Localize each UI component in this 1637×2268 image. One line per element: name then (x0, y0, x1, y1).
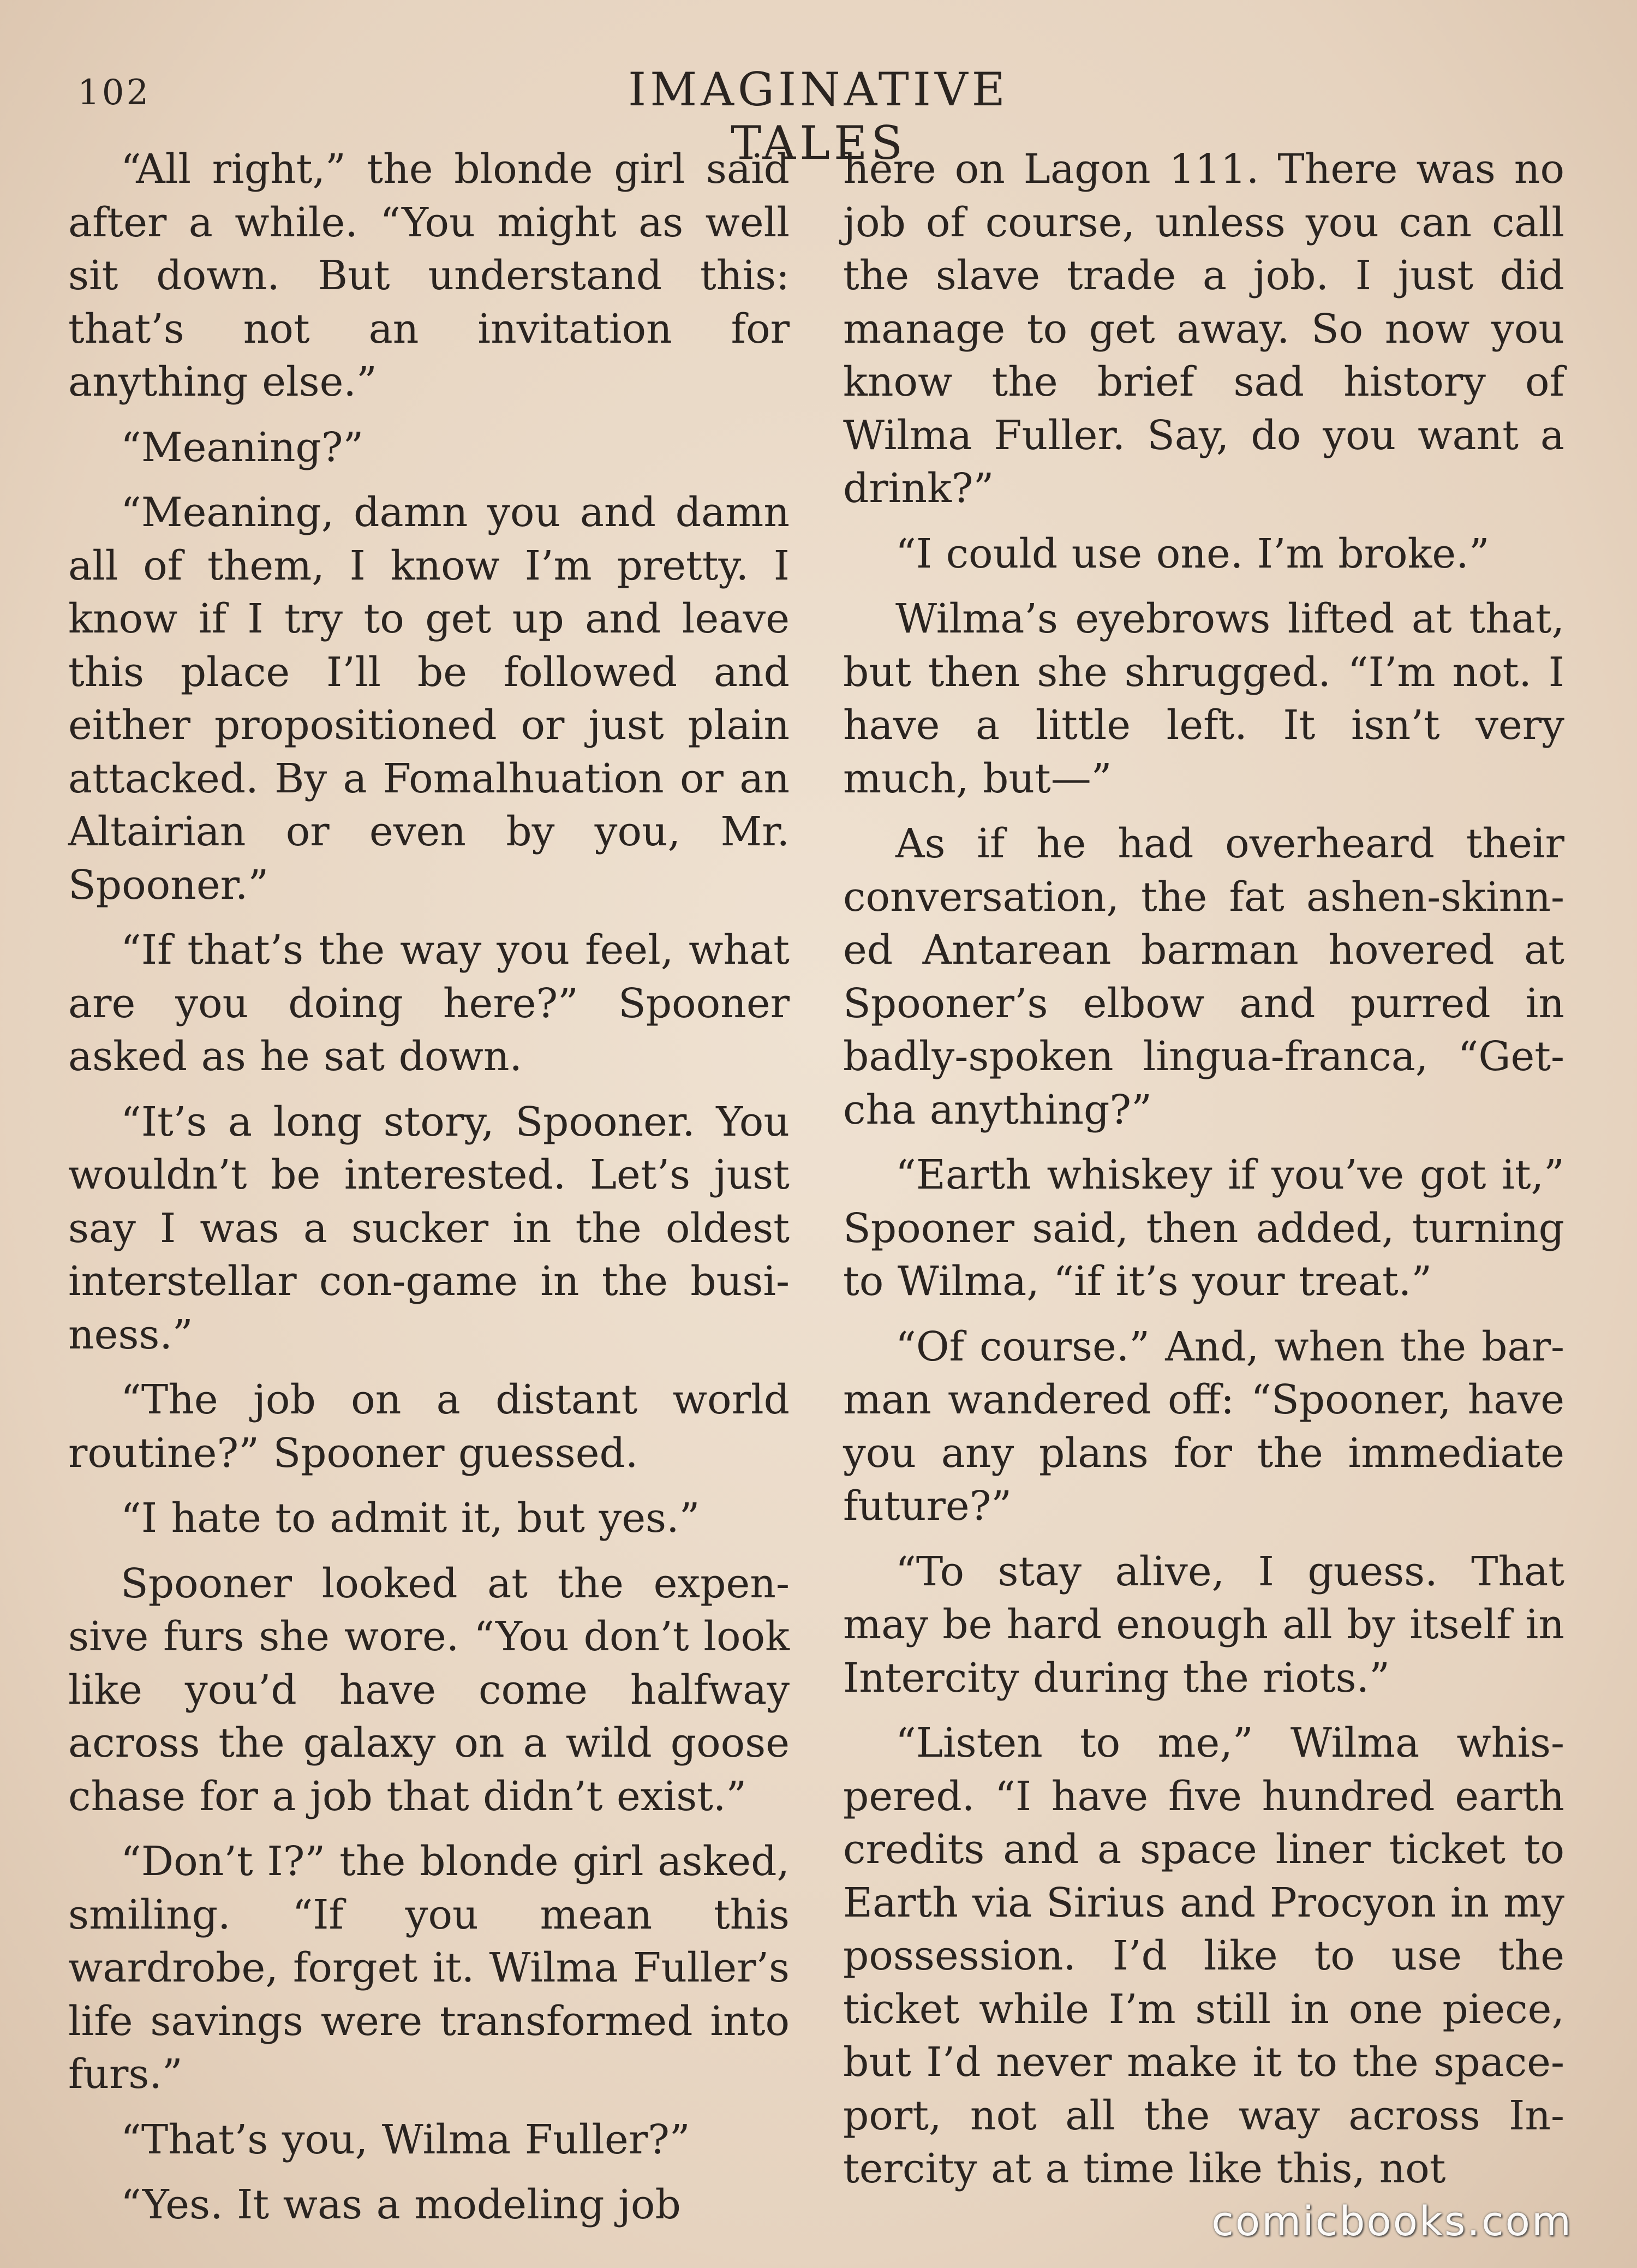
watermark: comicbooks.com (1211, 2198, 1573, 2245)
page-number: 102 (77, 73, 151, 113)
paragraph: “Listen to me,” Wilma whispered. “I have five hundred earth credits and a space liner ticket to Earth via Sirius and Procyon in my possession. I’d like to use the ticket while I’m still in one piece, but I’d never make it to the spaceport, not all the way across Intercity at a time like this, not (843, 1720, 1564, 2192)
paragraph: As if he had overheard their conversation, the fat ashen-skinned Antarean barman hovered at Spooner’s elbow and purred in badly-spoken lingua-franca, “Getcha anything?” (843, 820, 1564, 1133)
page-header (0, 63, 1637, 170)
paragraph-continued: here on Lagon 111. There was no job of course, unless you can call the slave trade a job. I just did manage to get away. So now you know the brief sad history of Wilma Fuller. Say, do you want a drink?” (843, 146, 1564, 512)
paragraph: “The job on a distant world routine?” Spooner guessed. (68, 1376, 790, 1477)
paragraph: “Earth whiskey if you’ve got it,” Spooner said, then added, turning to Wilma, “if it’s your treat.” (843, 1151, 1564, 1305)
paragraph: “Of course.” And, when the barman wandered off: “Spooner, have you any plans for the immediate future?” (843, 1323, 1564, 1530)
paragraph: Spooner looked at the expensive furs she wore. “You don’t look like you’d have come halfway across the galaxy on a wild goose chase for a job that didn’t exist.” (68, 1560, 790, 1820)
right-column (843, 143, 1564, 2208)
paragraph: “That’s you, Wilma Fuller?” (121, 2116, 690, 2163)
paragraph: “I could use one. I’m broke.” (895, 530, 1490, 577)
paragraph: “If that’s the way you feel, what are you doing here?” Spooner asked as he sat down. (68, 927, 790, 1080)
left-column (68, 143, 790, 2244)
paragraph: “I hate to admit it, but yes.” (121, 1495, 700, 1542)
paragraph: Wilma’s eyebrows lifted at that, but then she shrugged. “I’m not. I have a little left. It isn’t very much, but—” (843, 595, 1564, 802)
paragraph: “Don’t I?” the blonde girl asked, smiling. “If you mean this wardrobe, forget it. Wilma Fuller’s life savings were transformed into furs.” (68, 1838, 790, 2098)
paragraph: “Yes. It was a modeling job (121, 2181, 681, 2228)
paragraph: “Meaning?” (121, 423, 364, 471)
paragraph: “All right,” the blonde girl said after a while. “You might as well sit down. But understand this: that’s not an invitation for anything else.” (68, 146, 790, 405)
running-title: IMAGINATIVE TALES (628, 63, 1009, 170)
paragraph: “It’s a long story, Spooner. You wouldn’t be interested. Let’s just say I was a sucker in the oldest interstellar con-game in the business.” (68, 1098, 790, 1358)
paragraph: “To stay alive, I guess. That may be hard enough all by itself in Intercity during the riots.” (843, 1548, 1564, 1702)
paragraph: “Meaning, damn you and damn all of them, I know I’m pretty. I know if I try to get up and leave this place I’ll be followed and either propositioned or just plain attacked. By a Fomalhuation or an Altairian or even by you, Mr. Spooner.” (68, 489, 790, 909)
